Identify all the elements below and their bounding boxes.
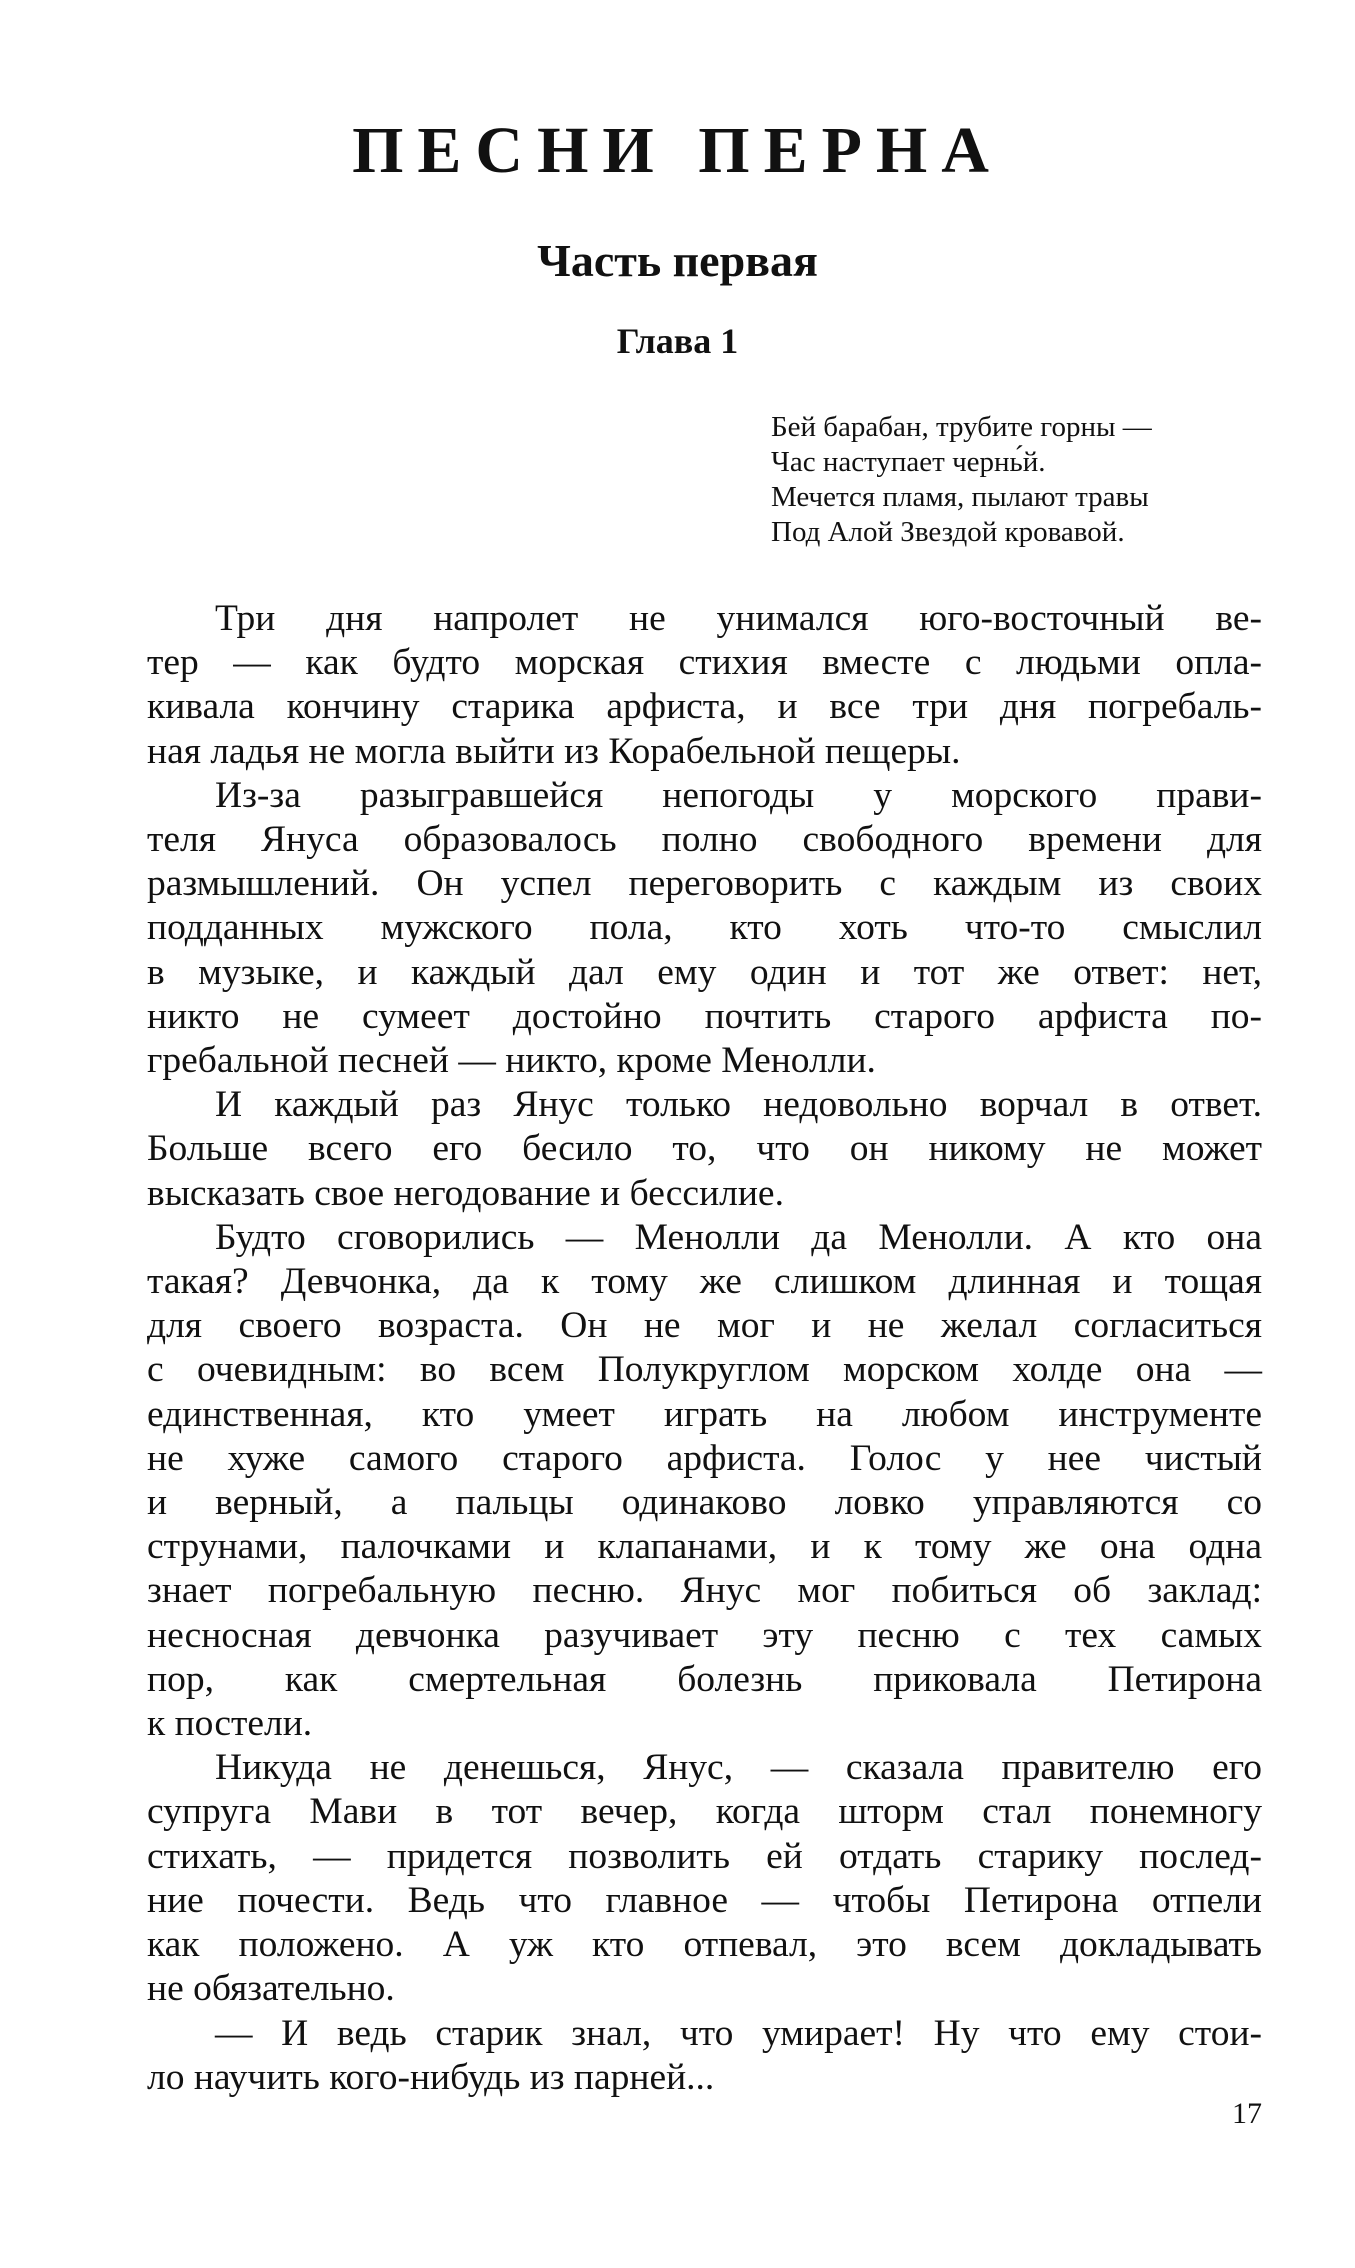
part-title: Часть первая <box>537 235 818 286</box>
text-line: не хуже самого старого арфиста. Голос у нее чистый <box>147 1437 1262 1479</box>
text-line: не обязательно. <box>147 1968 395 2010</box>
epigraph-line: Под Алой Звездой кровавой. <box>771 516 1125 548</box>
text-line: Больше всего его бесило то, что он никому не может <box>147 1128 1262 1170</box>
paragraph <box>147 1083 1262 1216</box>
page-number: 17 <box>1232 2097 1262 2130</box>
text-line: стихать, — придется позволить ей отдать старику послед- <box>147 1835 1262 1877</box>
epigraph-line: Час наступает чернь́й. <box>771 446 1046 478</box>
book-title: ПЕСНИ ПЕРНА <box>352 114 1003 187</box>
epigraph-line: Бей барабан, трубите горны — <box>771 411 1152 443</box>
paragraph <box>147 597 1262 774</box>
text-line: как положено. А уж кто отпевал, это всем докладывать <box>147 1924 1262 1966</box>
text-line: ло научить кого-нибудь из парней... <box>147 2056 715 2098</box>
text-line: ная ладья не могла выйти из Корабельной пещеры. <box>147 730 961 772</box>
text-line: в музыке, и каждый дал ему один и тот же ответ: нет, <box>147 951 1262 993</box>
paragraph <box>147 774 1262 1083</box>
epigraph-line: Мечется пламя, пылают травы <box>771 481 1149 513</box>
text-line: такая? Девчонка, да к тому же слишком длинная и тощая <box>147 1261 1262 1303</box>
text-line: струнами, палочками и клапанами, и к тому же она одна <box>147 1526 1262 1568</box>
text-line: к постели. <box>147 1703 313 1745</box>
text-line: Три дня напролет не унимался юго-восточный ве- <box>215 598 1262 639</box>
text-line: несносная девчонка разучивает эту песню с тех самых <box>147 1614 1262 1656</box>
text-line: высказать свое негодование и бессилие. <box>147 1172 784 1214</box>
text-line: подданных мужского пола, кто хоть что-то смыслил <box>147 907 1262 949</box>
text-line: тер — как будто морская стихия вместе с людьми опла- <box>147 642 1262 684</box>
text-line: теля Януса образовалось полно свободного времени для <box>147 819 1262 861</box>
text-line: супруга Мави в тот вечер, когда шторм стал понемногу <box>147 1791 1262 1833</box>
epigraph <box>771 410 1291 550</box>
chapter-title: Глава 1 <box>616 321 739 361</box>
text-line: — И ведь старик знал, что умирает! Ну что ему стои- <box>215 2012 1262 2054</box>
text-line: Будто сговорились — Менолли да Менолли. А кто она <box>215 1216 1262 1258</box>
text-line: размышлений. Он успел переговорить с каждым из своих <box>147 863 1262 905</box>
text-line: Никуда не денешься, Янус, — сказала правителю его <box>215 1747 1262 1789</box>
text-line: для своего возраста. Он не мог и не желал согласиться <box>147 1305 1262 1347</box>
text-line: ние почести. Ведь что главное — чтобы Петирона отпели <box>147 1879 1262 1921</box>
body-text <box>147 597 1262 2100</box>
text-line: пор, как смертельная болезнь приковала Петирона <box>147 1658 1262 1700</box>
text-line: И каждый раз Янус только недовольно ворчал в ответ. <box>215 1084 1262 1126</box>
paragraph <box>147 1216 1262 1746</box>
text-line: Из-за разыгравшейся непогоды у морского прави- <box>215 774 1262 816</box>
paragraph <box>147 2012 1262 2100</box>
text-line: гребальной песней — никто, кроме Менолли. <box>147 1040 876 1082</box>
paragraph <box>147 1746 1262 2011</box>
text-line: и верный, а пальцы одинаково ловко управляются со <box>147 1482 1262 1524</box>
text-line: единственная, кто умеет играть на любом инструменте <box>147 1393 1262 1435</box>
text-line: с очевидным: во всем Полукруглом морском холде она — <box>147 1349 1262 1391</box>
text-line: знает погребальную песню. Янус мог побиться об заклад: <box>147 1570 1262 1612</box>
text-line: никто не сумеет достойно почтить старого арфиста по- <box>147 995 1262 1037</box>
text-line: кивала кончину старика арфиста, и все три дня погребаль- <box>147 686 1262 728</box>
